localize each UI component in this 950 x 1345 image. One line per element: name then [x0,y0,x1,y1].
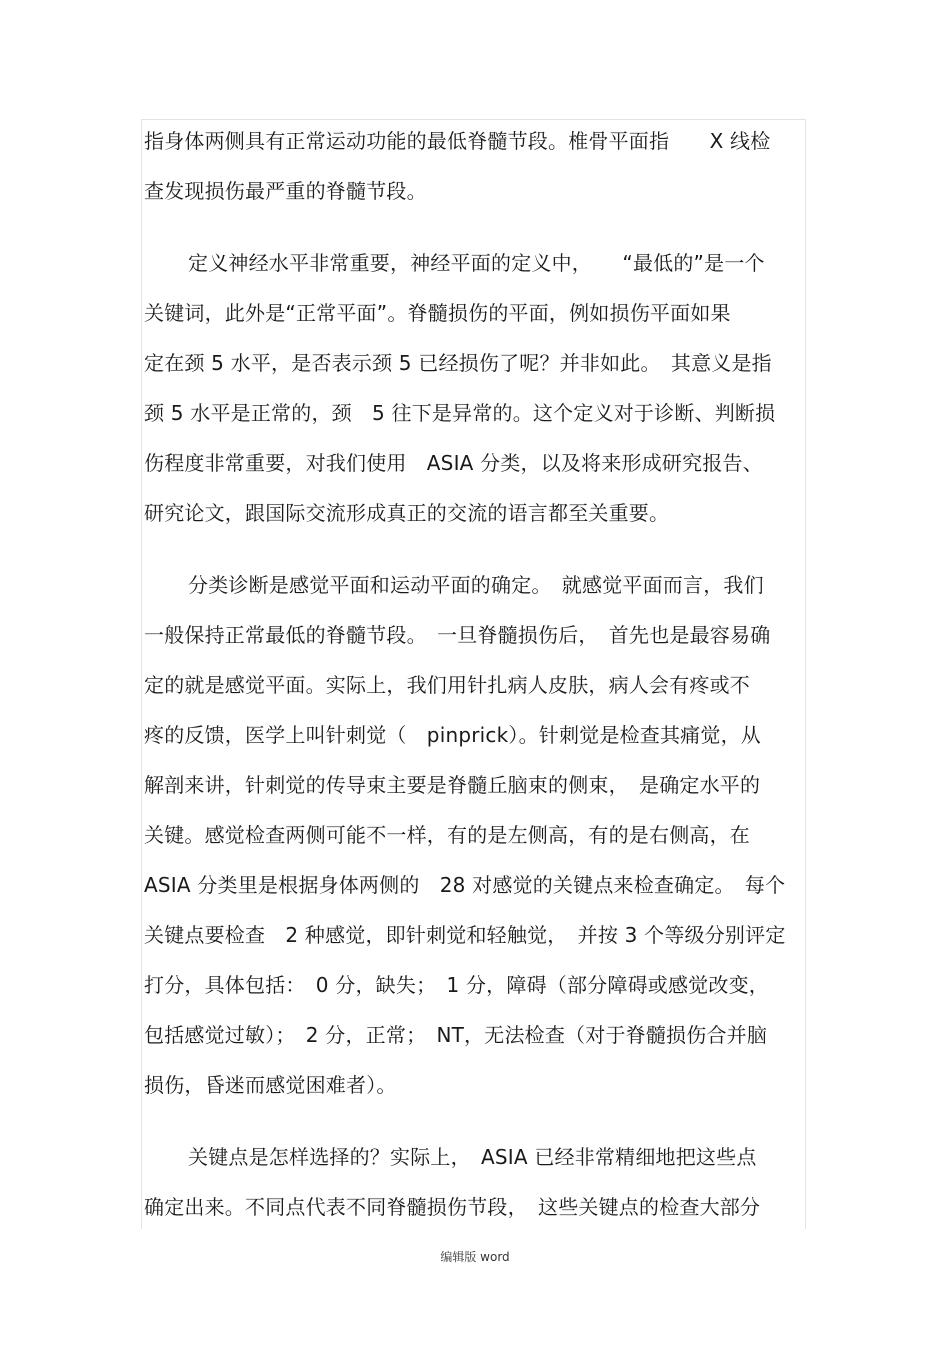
text-line: 包括感觉过敏）； 2 分，正常； NT，无法检查（对于脊髓损伤合并脑 [144,1023,768,1047]
paragraph [144,238,806,538]
paragraph [144,116,806,216]
text-line: 一般保持正常最低的脊髓节段。 一旦脊髓损伤后， 首先也是最容易确 [144,623,771,647]
paragraph-gap [144,1110,806,1132]
text-line: 分类诊断是感觉平面和运动平面的确定。 就感觉平面而言，我们 [188,573,764,597]
text-line: 关键点要检查 2 种感觉，即针刺觉和轻触觉， 并按 3 个等级分别评定 [144,923,786,947]
text-line: 定义神经水平非常重要，神经平面的定义中， “最低的”是一个 [188,251,765,275]
page-footer: 编辑版 word [440,1250,510,1264]
text-line: 确定出来。不同点代表不同脊髓损伤节段， 这些关键点的检查大部分 [144,1195,761,1219]
paragraph [144,560,806,1110]
text-line: 关键点是怎样选择的？实际上， ASIA 已经非常精细地把这些点 [188,1145,757,1169]
text-line: 关键词，此外是“正常平面”。脊髓损伤的平面，例如损伤平面如果 [144,301,731,325]
text-line: 打分，具体包括： 0 分，缺失； 1 分，障碍（部分障碍或感觉改变， [144,973,769,997]
text-line: 查发现损伤最严重的脊髓节段。 [144,179,427,203]
paragraph [144,1132,806,1232]
text-line: ASIA 分类里是根据身体两侧的 28 对感觉的关键点来检查确定。 每个 [144,873,786,897]
text-line: 颈 5 水平是正常的，颈 5 往下是异常的。这个定义对于诊断、判断损 [144,401,776,425]
text-line: 定的就是感觉平面。实际上，我们用针扎病人皮肤，病人会有疼或不 [144,673,750,697]
text-line: 伤程度非常重要，对我们使用 ASIA 分类，以及将来形成研究报告、 [144,451,763,475]
paragraph-gap [144,216,806,238]
text-line: 关键。感觉检查两侧可能不一样，有的是左侧高，有的是右侧高，在 [144,823,750,847]
text-line: 损伤，昏迷而感觉困难者）。 [144,1073,397,1097]
text-line: 定在颈 5 水平，是否表示颈 5 已经损伤了呢？并非如此。 其意义是指 [144,351,772,375]
paragraph-gap [144,538,806,560]
document-body [144,116,806,1232]
text-line: 解剖来讲，针刺觉的传导束主要是脊髓丘脑束的侧束， 是确定水平的 [144,773,761,797]
text-line: 研究论文，跟国际交流形成真正的交流的语言都至关重要。 [144,501,670,525]
text-line: 疼的反馈，医学上叫针刺觉（ pinprick）。针刺觉是检查其痛觉，从 [144,723,761,747]
text-line: 指身体两侧具有正常运动功能的最低脊髓节段。椎骨平面指 X 线检 [144,129,771,153]
